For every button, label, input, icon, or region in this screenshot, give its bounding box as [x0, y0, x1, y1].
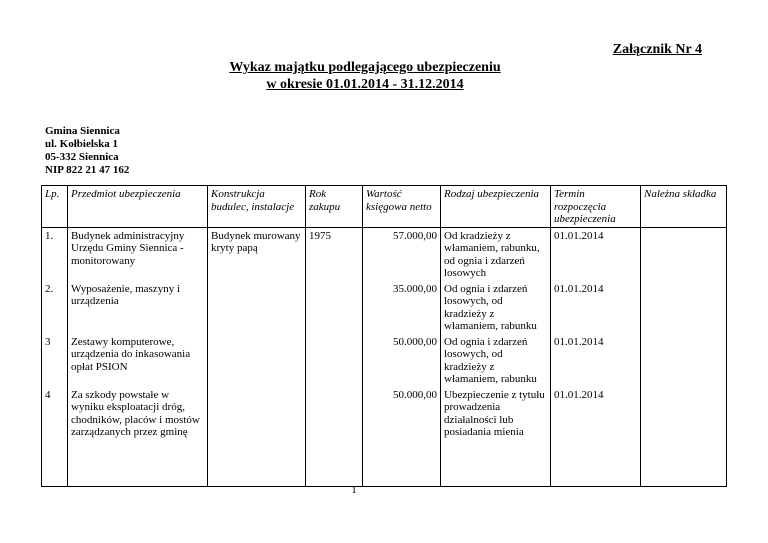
- cell-year: [306, 387, 363, 487]
- cell-year: 1975: [306, 227, 363, 281]
- cell-premium: [641, 387, 727, 487]
- cell-subject: Za szkody powstałe w wyniku eksploatacji dróg, chodników, placów i mostów zarządzanych przez gminę: [68, 387, 208, 487]
- header-start: Termin rozpoczęcia ubezpieczenia: [551, 186, 641, 228]
- cell-construction: [208, 334, 306, 387]
- cell-subject: Zestawy komputerowe, urządzenia do inkasowania opłat PSION: [68, 334, 208, 387]
- cell-start: 01.01.2014: [551, 387, 641, 487]
- table-row: [42, 387, 727, 487]
- cell-insurance-type: Ubezpieczenie z tytułu prowadzenia działalności lub posiadania mienia: [441, 387, 551, 487]
- organization-city: 05-332 Siennica: [45, 151, 119, 163]
- page-number: 1: [351, 484, 357, 496]
- title-line-2: w okresie 01.01.2014 - 31.12.2014: [266, 77, 464, 92]
- cell-start: 01.01.2014: [551, 281, 641, 334]
- table-row: [42, 334, 727, 387]
- organization-nip: NIP 822 21 47 162: [45, 164, 130, 176]
- header-year: Rok zakupu: [306, 186, 363, 228]
- cell-lp: 4: [42, 387, 68, 487]
- header-insurance-type: Rodzaj ubezpieczenia: [441, 186, 551, 228]
- cell-premium: [641, 281, 727, 334]
- header-subject: Przedmiot ubezpieczenia: [68, 186, 208, 228]
- header-construction: Konstrukcja budulec, instalacje: [208, 186, 306, 228]
- header-lp: Lp.: [42, 186, 68, 228]
- assets-table: [41, 185, 727, 487]
- cell-subject: Budynek administracyjny Urzędu Gminy Siennica - monitorowany: [68, 227, 208, 281]
- header-value: Wartość księgowa netto: [363, 186, 441, 228]
- cell-start: 01.01.2014: [551, 227, 641, 281]
- cell-year: [306, 334, 363, 387]
- organization-block: [45, 125, 129, 177]
- table-row: [42, 281, 727, 334]
- cell-subject: Wyposażenie, maszyny i urządzenia: [68, 281, 208, 334]
- cell-premium: [641, 227, 727, 281]
- cell-insurance-type: Od ognia i zdarzeń losowych, od kradzieży z włamaniem, rabunku: [441, 281, 551, 334]
- cell-start: 01.01.2014: [551, 334, 641, 387]
- annex-label: Załącznik Nr 4: [612, 42, 702, 57]
- organization-street: ul. Kołbielska 1: [45, 138, 119, 150]
- cell-value: 50.000,00: [363, 334, 441, 387]
- cell-insurance-type: Od ognia i zdarzeń losowych, od kradzieży z włamaniem, rabunku: [441, 334, 551, 387]
- cell-lp: 2.: [42, 281, 68, 334]
- cell-premium: [641, 334, 727, 387]
- table-row: [42, 227, 727, 281]
- cell-construction: Budynek murowany kryty papą: [208, 227, 306, 281]
- document-title: [0, 59, 768, 93]
- organization-name: Gmina Siennica: [45, 125, 120, 137]
- table-header-row: [42, 186, 727, 228]
- cell-lp: 3: [42, 334, 68, 387]
- cell-value: 35.000,00: [363, 281, 441, 334]
- cell-construction: [208, 387, 306, 487]
- cell-insurance-type: Od kradzieży z włamaniem, rabunku, od ognia i zdarzeń losowych: [441, 227, 551, 281]
- cell-lp: 1.: [42, 227, 68, 281]
- cell-year: [306, 281, 363, 334]
- title-line-1: Wykaz majątku podlegającego ubezpieczeniu: [229, 60, 501, 75]
- cell-construction: [208, 281, 306, 334]
- cell-value: 57.000,00: [363, 227, 441, 281]
- cell-value: 50.000,00: [363, 387, 441, 487]
- header-premium: Należna składka: [641, 186, 727, 228]
